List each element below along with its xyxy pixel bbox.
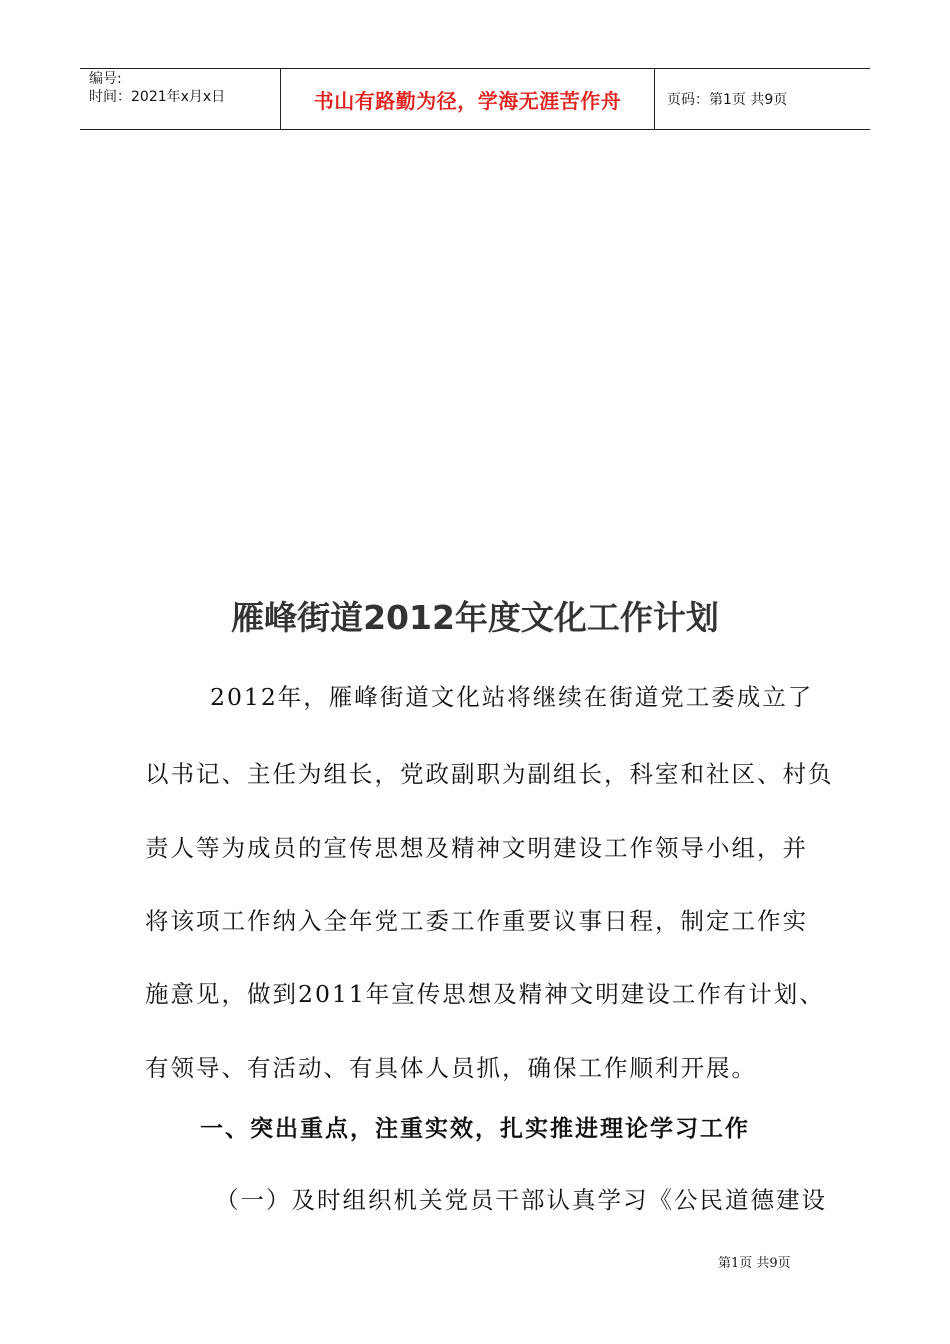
document-title: 雁峰街道2012年度文化工作计划 — [231, 598, 719, 637]
intro-line: 施意见，做到2011年宣传思想及精神文明建设工作有计划、 — [145, 980, 825, 1008]
intro-line: 有领导、有活动、有具体人员抓，确保工作顺利开展。 — [145, 1054, 757, 1082]
header-page-info: 页码：第1页 共9页 — [667, 92, 788, 108]
intro-line: 2012年，雁峰街道文化站将继续在街道党工委成立了 — [210, 683, 814, 711]
page-footer: 第1页 共9页 — [718, 1256, 791, 1271]
section-heading: 一、突出重点，注重实效，扎实推进理论学习工作 — [200, 1116, 750, 1142]
header-motto: 书山有路勤为径，学海无涯苦作舟 — [281, 69, 655, 129]
intro-line: 以书记、主任为组长，党政副职为副组长，科室和社区、村负 — [145, 760, 834, 788]
section-item: （一）及时组织机关党员干部认真学习《公民道德建设 — [215, 1186, 827, 1214]
intro-line: 责人等为成员的宣传思想及精神文明建设工作领导小组，并 — [145, 834, 808, 862]
intro-line: 将该项工作纳入全年党工委工作重要议事日程，制定工作实 — [145, 907, 808, 935]
header-meta — [80, 69, 281, 129]
number-label: 编号: — [89, 71, 122, 87]
time-label: 时间：2021年x月x日 — [89, 89, 226, 105]
page-header — [80, 68, 870, 130]
